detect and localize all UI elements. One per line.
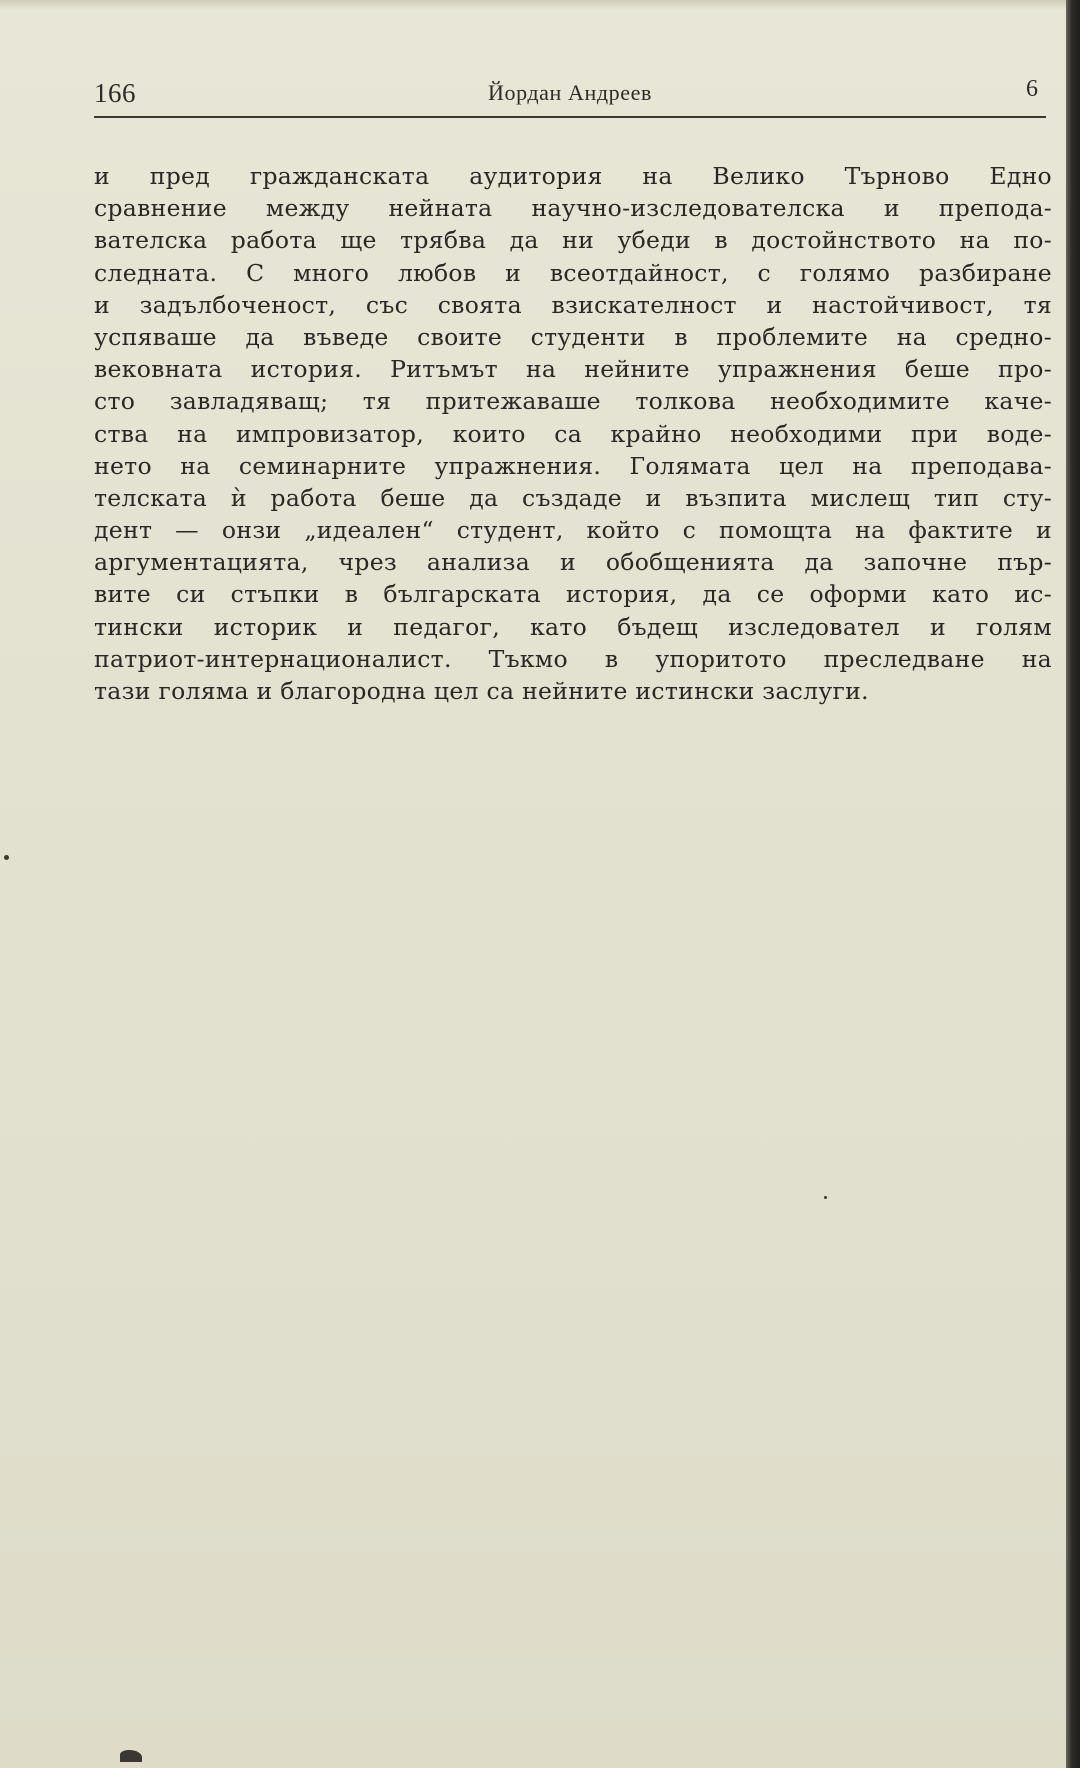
text-line: нето на семинарните упражнения. Голямата цел на преподава- (94, 451, 1052, 480)
paper-speck (824, 1196, 827, 1199)
text-line: тински историк и педагог, като бъдещ изследовател и голям (94, 612, 1052, 641)
text-line: успяваше да въведе своите студенти в проблемите на средно- (94, 322, 1052, 351)
text-line: следната. С много любов и всеотдайност, с голямо разбиране (94, 258, 1052, 287)
text-line: аргументацията, чрез анализа и обобщенията да започне пър- (94, 548, 1052, 577)
running-head-author: Йордан Андреев (487, 80, 652, 105)
text-line: вателска работа ще трябва да ни убеди в достойнството на по- (94, 226, 1052, 255)
text-line: и задълбоченост, със своята взискателност и настойчивост, тя (94, 290, 1052, 319)
body-paragraph (94, 160, 1052, 707)
text-line: вите си стъпки в българската история, да се оформи като ис- (94, 580, 1052, 609)
text-line: сто завладяващ; тя притежаваше толкова необходимите каче- (94, 387, 1052, 416)
text-line: ства на импровизатор, които са крайно необходими при воде- (94, 419, 1052, 448)
text-line: телската ѝ работа беше да създаде и възпита мислещ тип сту- (94, 483, 1052, 512)
chapter-number: 6 (1026, 76, 1038, 102)
header-rule (94, 116, 1046, 118)
paper-speck (4, 855, 9, 860)
text-line: патриот-интернационалист. Тъкмо в упоритото преследване на (94, 644, 1052, 673)
running-header (94, 74, 1046, 114)
text-line: сравнение между нейната научно-изследователска и препода- (94, 194, 1052, 223)
page-number: 166 (94, 78, 136, 108)
text-line: и пред гражданската аудитория на Велико Търново Едно (94, 162, 1052, 190)
page-top-edge (0, 0, 1066, 10)
page-binding-edge (1066, 0, 1080, 1768)
text-line-last: тази голяма и благородна цел са нейните истински заслуги. (94, 677, 869, 705)
text-line: дент — онзи „идеален“ студент, който с помощта на фактите и (94, 516, 1052, 545)
text-line: вековната история. Ритъмът на нейните упражнения беше про- (94, 355, 1052, 384)
paper-speck (120, 1750, 142, 1762)
